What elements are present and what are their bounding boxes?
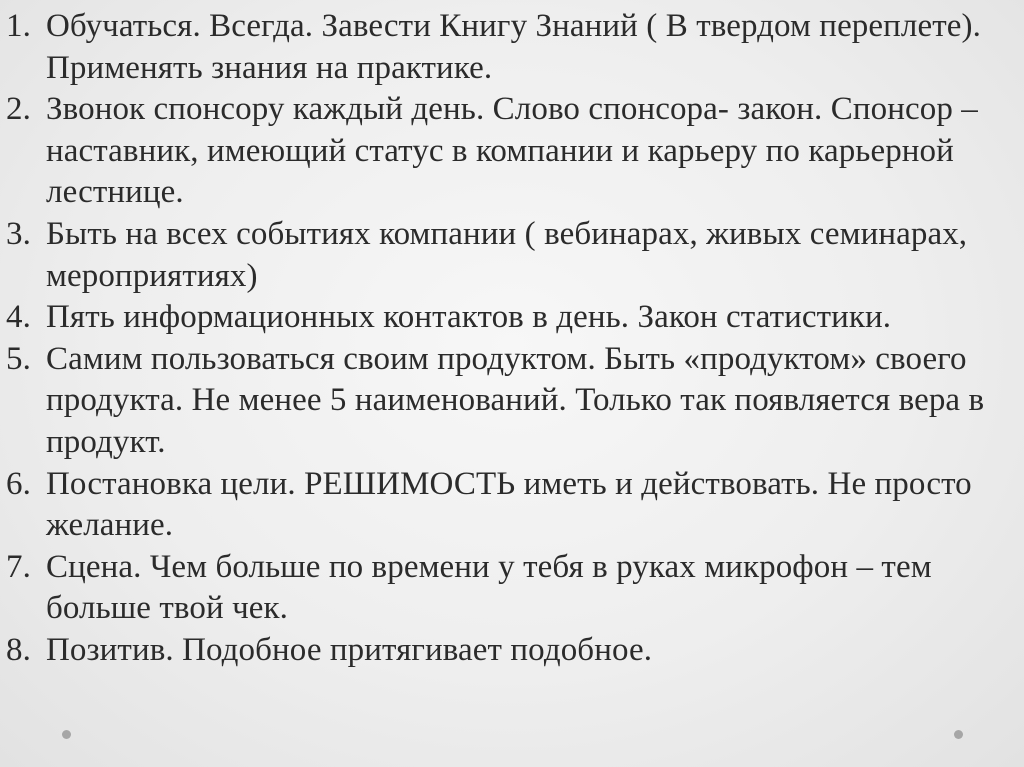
- list-item-text: Быть на всех событиях компании ( вебинарах, живых семинарах, мероприятиях): [46, 215, 968, 294]
- list-item-number: 6.: [6, 465, 31, 502]
- list-item: [0, 464, 1010, 547]
- list-item: [0, 547, 1010, 630]
- list-item-text: Постановка цели. РЕШИМОСТЬ иметь и действовать. Не просто желание.: [46, 465, 972, 544]
- list-item-number: 7.: [6, 548, 31, 585]
- list-item-text: Сцена. Чем больше по времени у тебя в руках микрофон – тем больше твой чек.: [46, 548, 932, 627]
- list-item-number: 4.: [6, 299, 31, 336]
- list-item-number: 8.: [6, 631, 31, 668]
- list-item-number: 3.: [6, 215, 31, 252]
- list-item-number: 1.: [6, 8, 31, 44]
- list-item: [0, 6, 1010, 89]
- list-item: [0, 630, 1010, 672]
- list-item-number: 2.: [6, 91, 31, 128]
- list-item: [0, 339, 1010, 464]
- list-item: [0, 214, 1010, 297]
- list-item-text: Позитив. Подобное притягивает подобное.: [46, 631, 653, 668]
- list-item-number: 5.: [6, 340, 31, 377]
- decorative-dot-left: [62, 730, 71, 739]
- decorative-dot-right: [954, 730, 963, 739]
- list-item-text: Самим пользоваться своим продуктом. Быть «продуктом» своего продукта. Не менее 5 наименований. Только так появляется вера в продукт.: [46, 340, 985, 460]
- list-item-text: Звонок спонсору каждый день. Слово спонсора- закон. Спонсор – наставник, имеющий статус в компании и карьеру по карьерной лестнице.: [46, 91, 978, 211]
- list-item: [0, 297, 1010, 339]
- list-item: [0, 89, 1010, 214]
- list-item-text: Обучаться. Всегда. Завести Книгу Знаний ( В твердом переплете). Применять знания на практике.: [46, 8, 981, 86]
- numbered-list: [0, 6, 1010, 672]
- list-item-text: Пять информационных контактов в день. Закон статистики.: [46, 299, 892, 336]
